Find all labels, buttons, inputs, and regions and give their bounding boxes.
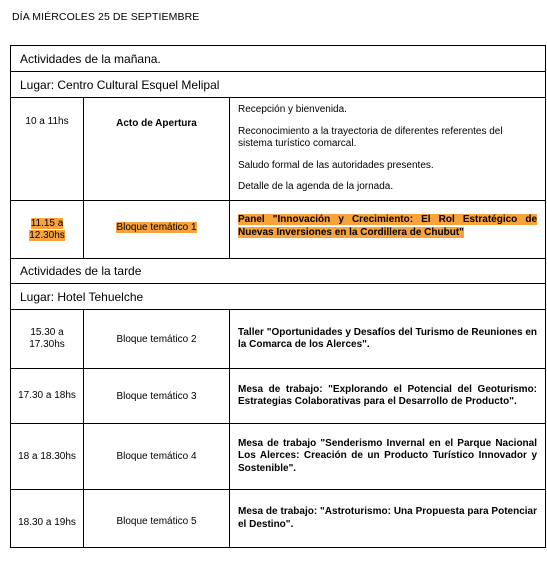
section-row [11,259,546,284]
detail-line: Recepción y bienvenida. [238,104,347,116]
detail-text: Mesa de trabajo "Senderismo Invernal en el Parque Nacional Los Alerces: Creación de un Producto Turístico Innovador y Sostenible". [238,437,538,474]
schedule-table [10,45,546,548]
section-row [11,46,546,72]
time-cell [11,369,84,424]
time-text: 17.30 a 18hs [18,390,76,401]
time-text: 18 a 18.30hs [18,450,76,462]
time-text: 11.15 a [30,217,64,229]
table-row [11,490,546,548]
detail-cell [230,98,546,201]
detail-cell [230,424,546,490]
block-cell [84,310,230,369]
detail-text: Mesa de trabajo: "Explorando el Potencial del Geoturismo: Estrategias Colaborativas para el Desarrollo de Producto". [238,383,538,407]
section-row [11,284,546,310]
detail-cell [230,310,546,369]
day-title: DÍA MIÉRCOLES 25 DE SEPTIEMBRE [12,11,200,23]
block-text: Bloque temático 5 [116,516,197,527]
time-cell [11,424,84,490]
time-cell [11,201,84,259]
block-text: Bloque temático 3 [116,390,197,402]
detail-line: Saludo formal de las autoridades presentes. [238,159,434,171]
block-cell [84,490,230,548]
time-text: 17.30hs [29,339,65,350]
afternoon-title: Actividades de la tarde [11,259,546,284]
block-cell [84,98,230,201]
morning-location: Lugar: Centro Cultural Esquel Melipal [11,72,546,98]
table-row [11,98,546,201]
detail-cell [230,201,546,259]
time-text: 18.30 a 19hs [18,516,76,528]
block-cell [84,424,230,490]
detail-text: Mesa de trabajo: "Astroturismo: Una Propuesta para Potenciar el Destino". [238,506,538,530]
block-cell [84,369,230,424]
afternoon-location: Lugar: Hotel Tehuelche [11,284,546,310]
block-text: Acto de Apertura [116,118,197,129]
table-row [11,424,546,490]
detail-line: Reconocimiento a la trayectoria de diferentes referentes del sistema turístico comarcal. [238,125,503,150]
detail-line: Detalle de la agenda de la jornada. [238,181,394,193]
block-text: Bloque temático 4 [116,451,197,462]
block-cell [84,201,230,259]
time-cell [11,310,84,369]
detail-text: Taller "Oportunidades y Desafíos del Turismo de Reuniones en la Comarca de los Alerces". [238,326,538,350]
morning-title: Actividades de la mañana. [11,46,546,72]
detail-text: Panel "Innovación y Crecimiento: El Rol Estratégico de Nuevas Inversiones en la Cordillera de Chubut" [238,214,538,238]
section-row [11,72,546,98]
table-row [11,201,546,259]
time-text: 12.30hs [29,229,65,241]
time-text: 15.30 a [30,327,64,338]
block-text: Bloque temático 1 [116,222,197,233]
table-row [11,310,546,369]
time-cell [11,490,84,548]
table-row [11,369,546,424]
block-text: Bloque temático 2 [116,333,197,345]
time-cell [11,98,84,201]
time-text: 10 a 11hs [25,116,69,127]
detail-cell [230,490,546,548]
detail-cell [230,369,546,424]
